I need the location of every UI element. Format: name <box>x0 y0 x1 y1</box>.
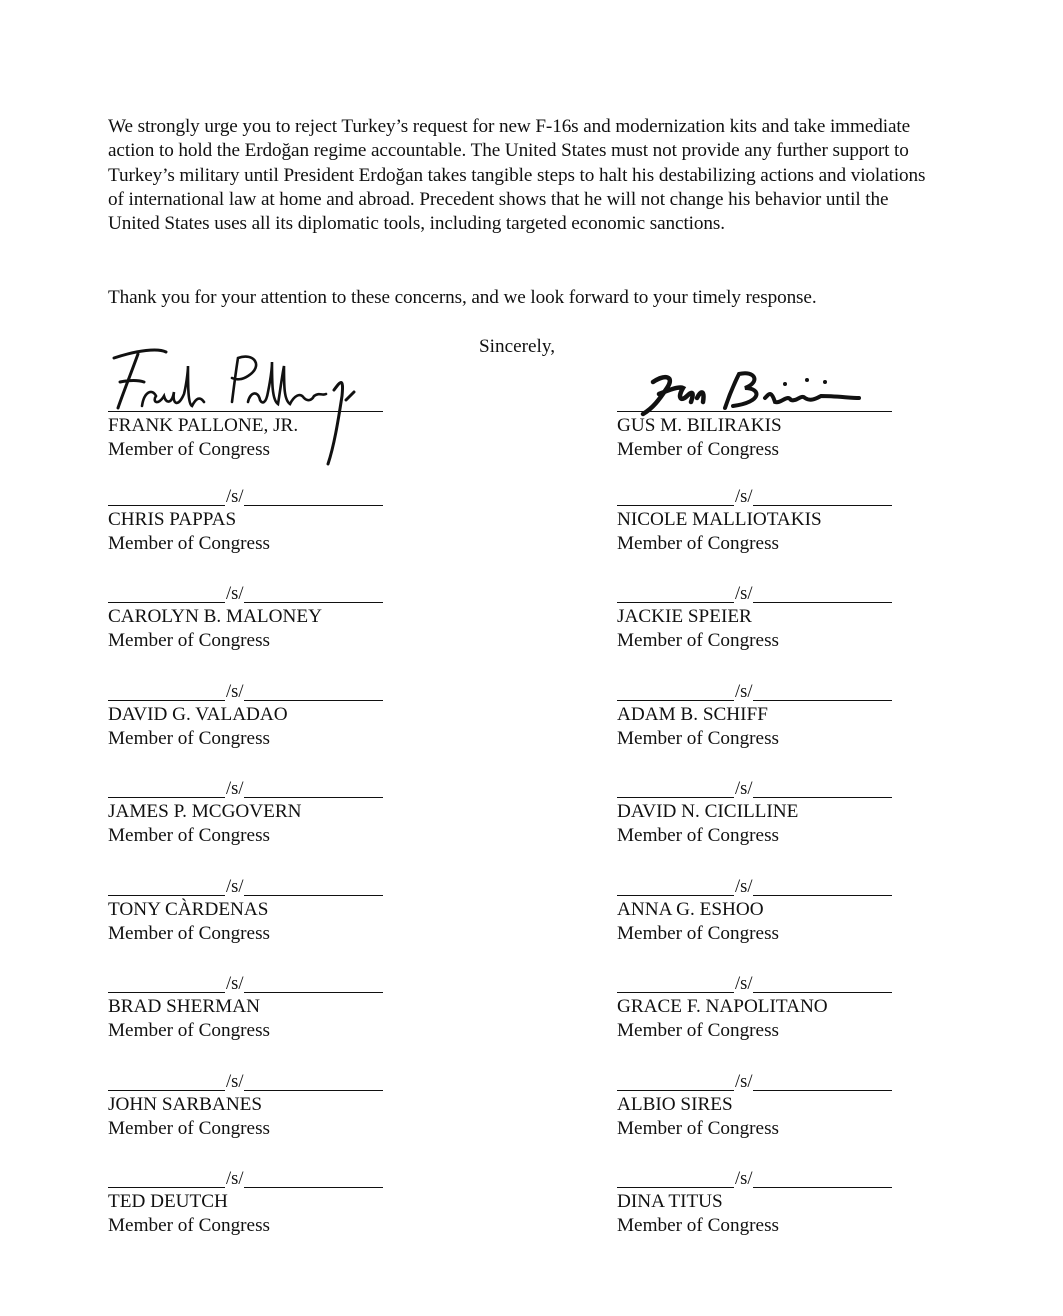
signatory-name: ADAM B. SCHIFF <box>617 704 768 725</box>
signatory-name: BRAD SHERMAN <box>108 996 260 1017</box>
signature-block <box>617 679 907 752</box>
signatory-title: Member of Congress <box>108 923 270 945</box>
electronic-signature-mark: /s/ <box>226 487 244 507</box>
signature-rule <box>617 797 892 798</box>
body-paragraph: We strongly urge you to reject Turkey’s request for new F-16s and modernization kits and take immediate action to hold the Erdoğan regime accountable. The United States must not provide any further support to Turkey’s military until President Erdoğan takes tangible steps to halt his destabilizing actions and violations of international law at home and abroad. Precedent shows that he will not change his behavior until the United States uses all its diplomatic tools, including targeted economic sanctions. <box>108 116 926 235</box>
signature-rule <box>108 895 383 896</box>
signatory-title: Member of Congress <box>617 439 779 461</box>
signatory-name: TED DEUTCH <box>108 1191 228 1212</box>
signature-rule <box>108 411 383 412</box>
electronic-signature-mark: /s/ <box>735 779 753 799</box>
signature-rule <box>617 895 892 896</box>
signatory-name: NICOLE MALLIOTAKIS <box>617 509 822 530</box>
signatory-title: Member of Congress <box>617 630 779 652</box>
signature-rule <box>617 411 892 412</box>
signature-rule <box>617 700 892 701</box>
signature-line <box>617 1069 892 1093</box>
signatory-title: Member of Congress <box>108 533 270 555</box>
signature-line <box>108 581 383 605</box>
signatory-title: Member of Congress <box>617 923 779 945</box>
signature-rule <box>617 602 892 603</box>
signature-rule <box>617 1187 892 1188</box>
signatory-title: Member of Congress <box>108 1020 270 1042</box>
signatory-title: Member of Congress <box>617 1020 779 1042</box>
electronic-signature-mark: /s/ <box>735 487 753 507</box>
signature-line <box>108 971 383 995</box>
electronic-signature-mark: /s/ <box>226 974 244 994</box>
closing-salutation: Sincerely, <box>479 336 556 357</box>
signature-rule <box>108 1187 383 1188</box>
signatory-name: TONY CÀRDENAS <box>108 899 269 920</box>
signatory-name: CHRIS PAPPAS <box>108 509 237 530</box>
electronic-signature-mark: /s/ <box>226 1072 244 1092</box>
signature-line <box>108 1069 383 1093</box>
signature-line <box>617 484 892 508</box>
signature-line <box>617 874 892 898</box>
electronic-signature-mark: /s/ <box>735 974 753 994</box>
signatory-name: FRANK PALLONE, JR. <box>108 415 299 436</box>
signatory-title: Member of Congress <box>108 728 270 750</box>
electronic-signature-mark: /s/ <box>226 682 244 702</box>
signature-block <box>108 874 398 947</box>
electronic-signature-mark: /s/ <box>226 1169 244 1189</box>
signature-rule <box>108 505 383 506</box>
signature-line <box>108 874 383 898</box>
signature-line <box>617 679 892 703</box>
signature-block <box>108 1069 398 1142</box>
signature-rule <box>108 992 383 993</box>
signature-rule <box>617 505 892 506</box>
signature-line <box>617 1166 892 1190</box>
signatory-title: Member of Congress <box>108 439 270 461</box>
signature-rule <box>617 992 892 993</box>
signature-line <box>108 679 383 703</box>
signature-rule <box>108 797 383 798</box>
signature-block <box>108 971 398 1044</box>
signatory-name: JOHN SARBANES <box>108 1094 263 1115</box>
signatory-name: GUS M. BILIRAKIS <box>617 415 782 436</box>
signature-block <box>108 581 398 654</box>
electronic-signature-mark: /s/ <box>735 584 753 604</box>
signature-rule <box>617 1090 892 1091</box>
signature-rule <box>108 700 383 701</box>
signature-block <box>617 971 907 1044</box>
signatory-title: Member of Congress <box>108 825 270 847</box>
thank-you-paragraph: Thank you for your attention to these concerns, and we look forward to your timely response. <box>108 287 817 308</box>
signature-block <box>617 1069 907 1142</box>
signature-line <box>108 1166 383 1190</box>
signatory-title: Member of Congress <box>617 825 779 847</box>
signatory-title: Member of Congress <box>617 728 779 750</box>
signatory-title: Member of Congress <box>617 1215 779 1237</box>
signature-line <box>108 484 383 508</box>
signature-rule <box>108 1090 383 1091</box>
signatory-name: DINA TITUS <box>617 1191 723 1212</box>
electronic-signature-mark: /s/ <box>226 779 244 799</box>
signature-block <box>617 776 907 849</box>
electronic-signature-mark: /s/ <box>735 1169 753 1189</box>
signature-line <box>617 971 892 995</box>
signature-block <box>617 581 907 654</box>
signature-line <box>108 776 383 800</box>
electronic-signature-mark: /s/ <box>735 1072 753 1092</box>
signature-line <box>108 390 383 414</box>
signature-block <box>617 874 907 947</box>
signatory-name: CAROLYN B. MALONEY <box>108 606 322 627</box>
signatory-name: ANNA G. ESHOO <box>617 899 764 920</box>
signatory-title: Member of Congress <box>617 1118 779 1140</box>
signature-block <box>617 1166 907 1239</box>
electronic-signature-mark: /s/ <box>226 584 244 604</box>
electronic-signature-mark: /s/ <box>735 877 753 897</box>
signatory-name: JACKIE SPEIER <box>617 606 752 627</box>
signature-line <box>617 776 892 800</box>
signature-block <box>108 484 398 557</box>
signatory-name: DAVID N. CICILLINE <box>617 801 799 822</box>
signature-block <box>617 390 907 463</box>
signatory-name: DAVID G. VALADAO <box>108 704 288 725</box>
signature-block <box>108 679 398 752</box>
signatory-name: GRACE F. NAPOLITANO <box>617 996 828 1017</box>
signature-block <box>108 776 398 849</box>
signature-block <box>108 390 398 463</box>
signatory-title: Member of Congress <box>108 1215 270 1237</box>
signatory-title: Member of Congress <box>108 1118 270 1140</box>
signature-rule <box>108 602 383 603</box>
signatory-name: JAMES P. MCGOVERN <box>108 801 302 822</box>
signatory-title: Member of Congress <box>108 630 270 652</box>
electronic-signature-mark: /s/ <box>226 877 244 897</box>
signatory-name: ALBIO SIRES <box>617 1094 733 1115</box>
electronic-signature-mark: /s/ <box>735 682 753 702</box>
signatory-title: Member of Congress <box>617 533 779 555</box>
signature-block <box>617 484 907 557</box>
signature-block <box>108 1166 398 1239</box>
signature-line <box>617 581 892 605</box>
signature-line <box>617 390 892 414</box>
